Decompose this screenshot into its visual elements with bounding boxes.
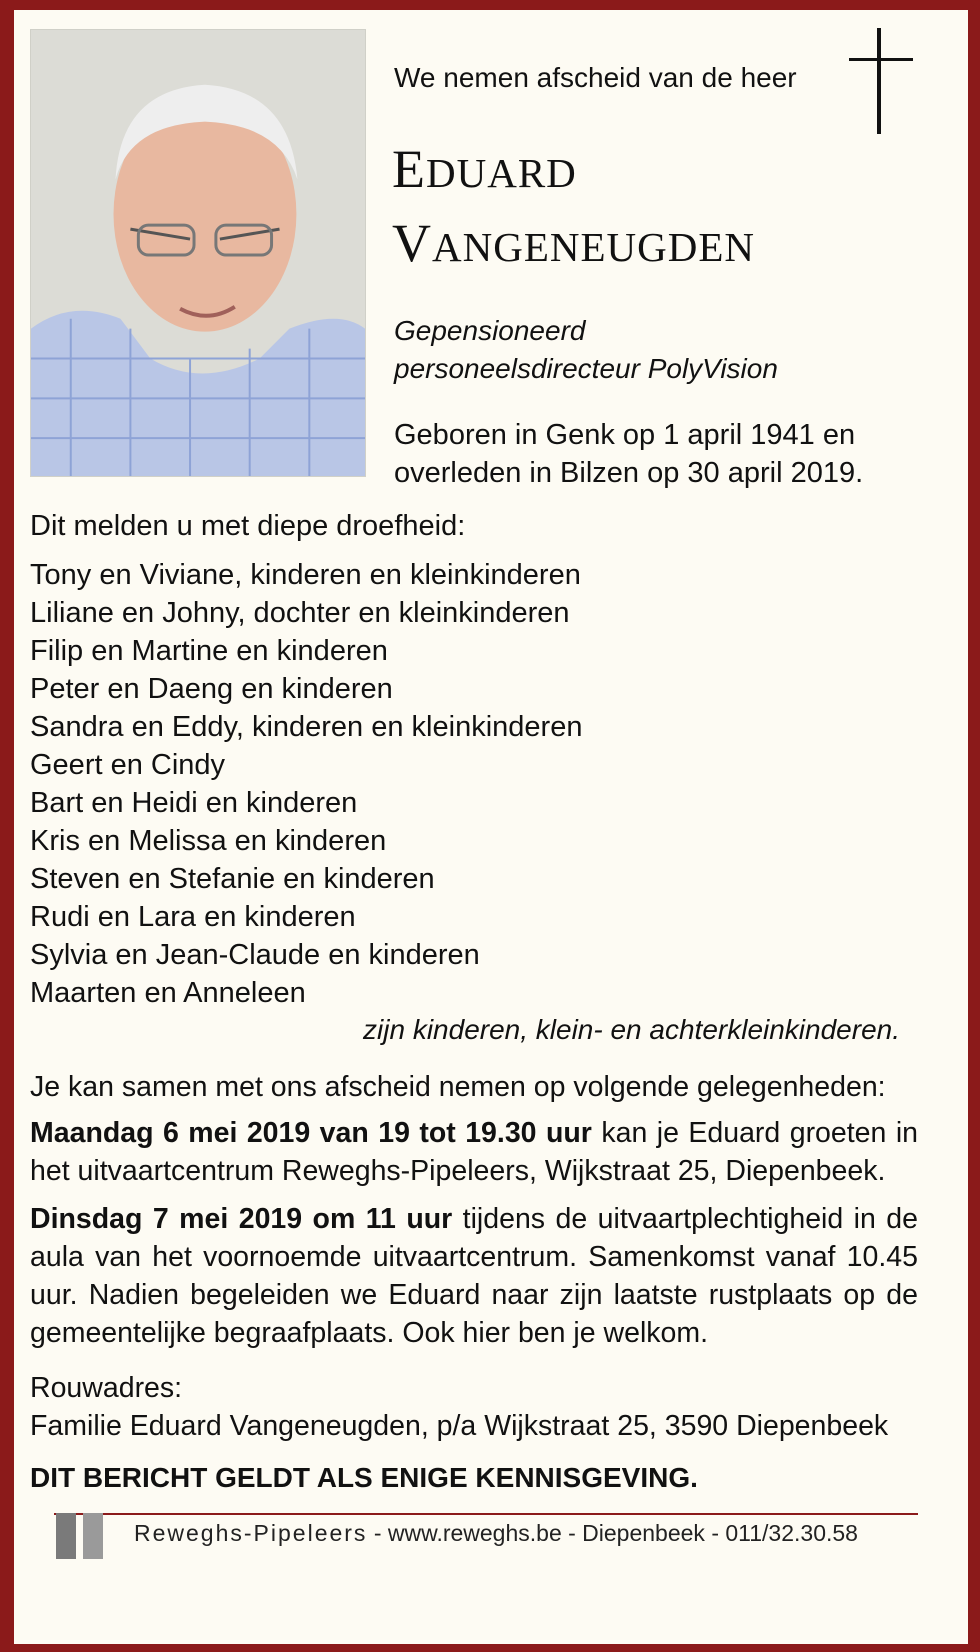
notice-text: DIT BERICHT GELDT ALS ENIGE KENNISGEVING. bbox=[30, 1462, 698, 1493]
occupation-line-2: personeelsdirecteur PolyVision bbox=[394, 353, 778, 384]
footer-divider bbox=[54, 1513, 918, 1515]
death-info: overleden in Bilzen op 30 april 2019. bbox=[394, 457, 864, 489]
visitation-date: Maandag 6 mei 2019 van 19 tot 19.30 uur bbox=[30, 1117, 592, 1149]
mourners-list bbox=[30, 556, 582, 1012]
footer-details: - www.reweghs.be - Diepenbeek - 011/32.30.58 bbox=[367, 1520, 858, 1546]
birth-info: Geboren in Genk op 1 april 1941 en bbox=[394, 419, 856, 451]
visitation-details: kan je Eduard groeten in het uitvaartcentrum Reweghs-Pipeleers, Wijkstraat 25, Diepenbeek. bbox=[30, 1117, 919, 1187]
cross-icon bbox=[849, 28, 913, 134]
farewell-intro: Je kan samen met ons afscheid nemen op volgende gelegenheden: bbox=[30, 1071, 886, 1103]
footer-contact bbox=[134, 1520, 858, 1547]
visitation-paragraph bbox=[30, 1114, 918, 1190]
list-item: Kris en Melissa en kinderen bbox=[30, 825, 387, 857]
intro-text: We nemen afscheid van de heer bbox=[394, 62, 797, 93]
list-item: Bart en Heidi en kinderen bbox=[30, 787, 358, 819]
funeral-details: tijdens de uitvaartplechtigheid in de aula van het voornoemde uitvaartcentrum. Samenkomst vanaf 10.45 uur. Nadien begeleiden we Eduard naar zijn laatste rustplaats op de gemeentelijke begraafplaats. Ook hier ben je welkom. bbox=[30, 1203, 918, 1349]
portrait-photo bbox=[30, 29, 366, 477]
last-name: VANGENEUGDEN bbox=[392, 213, 756, 273]
list-item: Maarten en Anneleen bbox=[30, 977, 306, 1009]
list-item: Sylvia en Jean-Claude en kinderen bbox=[30, 939, 480, 971]
obituary-card bbox=[14, 10, 968, 1644]
mourners-closing: zijn kinderen, klein- en achterkleinkinderen. bbox=[363, 1014, 900, 1045]
funeral-home-logo-icon bbox=[56, 1509, 108, 1557]
funeral-date: Dinsdag 7 mei 2019 om 11 uur bbox=[30, 1203, 453, 1235]
portrait-image bbox=[31, 30, 365, 476]
list-item: Rudi en Lara en kinderen bbox=[30, 901, 356, 933]
list-item: Filip en Martine en kinderen bbox=[30, 635, 388, 667]
first-name: EDUARD bbox=[392, 139, 577, 199]
list-item: Sandra en Eddy, kinderen en kleinkinderen bbox=[30, 711, 583, 743]
funeral-paragraph bbox=[30, 1200, 918, 1352]
list-item: Tony en Viviane, kinderen en kleinkinderen bbox=[30, 559, 581, 591]
occupation-line-1: Gepensioneerd bbox=[394, 315, 586, 346]
list-item: Steven en Stefanie en kinderen bbox=[30, 863, 435, 895]
list-item: Peter en Daeng en kinderen bbox=[30, 673, 393, 705]
address-value: Familie Eduard Vangeneugden, p/a Wijkstraat 25, 3590 Diepenbeek bbox=[30, 1410, 889, 1442]
footer-firm: Reweghs-Pipeleers bbox=[134, 1520, 368, 1546]
mourners-lead: Dit melden u met diepe droefheid: bbox=[30, 510, 466, 542]
list-item: Geert en Cindy bbox=[30, 749, 226, 781]
list-item: Liliane en Johny, dochter en kleinkinderen bbox=[30, 597, 570, 629]
address-label: Rouwadres: bbox=[30, 1372, 183, 1404]
